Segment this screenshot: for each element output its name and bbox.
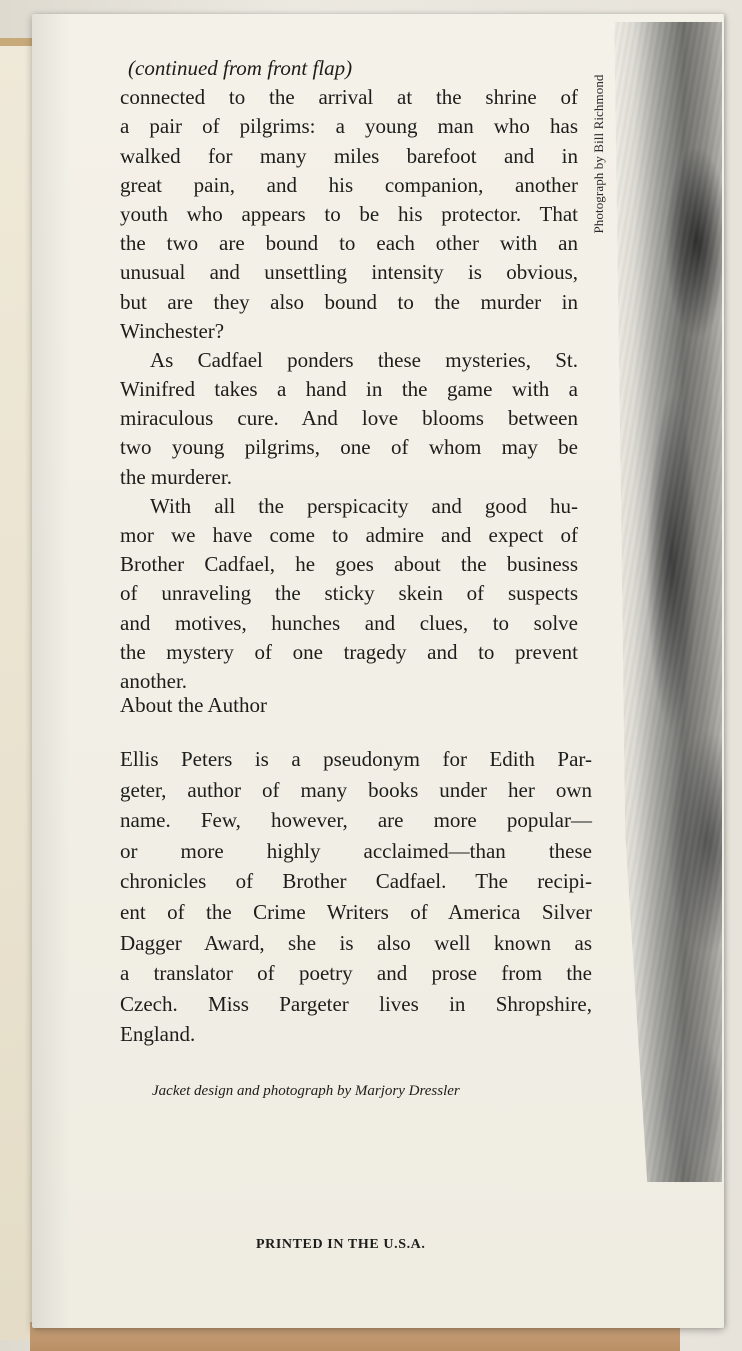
author-bio-text bbox=[120, 744, 592, 1050]
author-line: Dagger Award, she is also well known as bbox=[120, 930, 592, 955]
author-line: a translator of poetry and prose from the bbox=[120, 961, 592, 986]
author-line: geter, author of many books under her own bbox=[120, 777, 592, 802]
author-line: name. Few, however, are more popular— bbox=[120, 808, 592, 833]
synopsis-line: With all the perspicacity and good hu- bbox=[150, 493, 578, 518]
synopsis-text bbox=[120, 54, 578, 696]
about-author-heading: About the Author bbox=[120, 693, 267, 717]
photo-credit: Photograph by Bill Richmond bbox=[591, 74, 606, 234]
synopsis-line: As Cadfael ponders these mysteries, St. bbox=[150, 347, 578, 372]
author-line: England. bbox=[120, 1022, 196, 1047]
author-line: chronicles of Brother Cadfael. The recipi- bbox=[120, 869, 592, 894]
synopsis-line: connected to the arrival at the shrine of bbox=[120, 85, 578, 110]
synopsis-line: another. bbox=[120, 668, 188, 693]
synopsis-line: Winifred takes a hand in the game with a bbox=[120, 377, 578, 402]
synopsis-line: youth who appears to be his protector. That bbox=[120, 201, 578, 226]
author-line: ent of the Crime Writers of America Silver bbox=[120, 899, 592, 924]
synopsis-line: two young pilgrims, one of whom may be bbox=[120, 435, 578, 460]
synopsis-line: of unraveling the sticky skein of suspects bbox=[120, 581, 578, 606]
jacket-credit: Jacket design and photograph by Marjory Dressler bbox=[152, 1083, 460, 1099]
author-line: or more highly acclaimed—than these bbox=[120, 838, 592, 863]
printed-in-note: PRINTED IN THE U.S.A. bbox=[256, 1237, 426, 1252]
synopsis-line: unusual and unsettling intensity is obvious, bbox=[120, 260, 578, 285]
synopsis-line: the murderer. bbox=[120, 464, 232, 489]
synopsis-line: great pain, and his companion, another bbox=[120, 172, 578, 197]
synopsis-line: and motives, hunches and clues, to solve bbox=[120, 610, 578, 635]
author-line: Czech. Miss Pargeter lives in Shropshire, bbox=[120, 991, 592, 1016]
synopsis-line: miraculous cure. And love blooms between bbox=[120, 406, 578, 431]
synopsis-line: the two are bound to each other with an bbox=[120, 231, 578, 256]
synopsis-line: mor we have come to admire and expect of bbox=[120, 523, 578, 547]
author-line: Ellis Peters is a pseudonym for Edith Par- bbox=[120, 747, 592, 771]
synopsis-line: a pair of pilgrims: a young man who has bbox=[120, 114, 578, 139]
synopsis-line: walked for many miles barefoot and in bbox=[120, 143, 578, 168]
continued-note: (continued from front flap) bbox=[128, 56, 353, 80]
synopsis-line: Brother Cadfael, he goes about the business bbox=[120, 552, 578, 577]
synopsis-line: but are they also bound to the murder in bbox=[120, 289, 578, 314]
synopsis-line: Winchester? bbox=[120, 318, 225, 343]
flap-fold-shadow bbox=[32, 14, 70, 1328]
synopsis-line: the mystery of one tragedy and to prevent bbox=[120, 639, 578, 664]
